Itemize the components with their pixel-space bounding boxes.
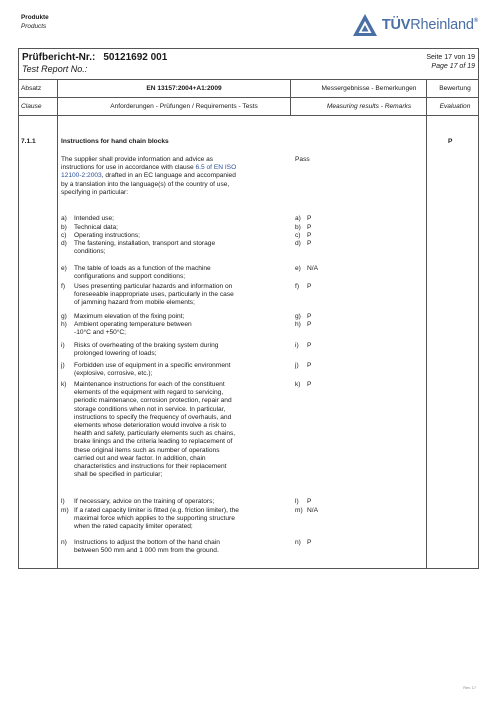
result-value: P: [307, 215, 312, 222]
col-bewertung: Bewertung: [439, 85, 471, 92]
requirement-key: c): [61, 232, 67, 239]
result-key: n): [295, 539, 301, 546]
requirement-item: [61, 507, 287, 532]
col-divider-3: [426, 80, 427, 568]
requirement-line: conditions;: [74, 248, 106, 256]
intro-line-4: by a translation into the language(s) of the country of use,: [61, 180, 230, 188]
requirement-line: elements whose deterioration would involve a risk to: [74, 422, 227, 430]
requirement-text: [74, 381, 287, 479]
requirement-line: Maintenance instructions for each of the constituent: [74, 381, 225, 388]
frame-double-bottom: [18, 567, 479, 569]
requirement-text: [74, 362, 287, 378]
table-header-row-en: [18, 98, 479, 116]
report-title: [22, 52, 167, 63]
clause-link-iso[interactable]: 6.5 of EN ISO: [195, 164, 237, 172]
requirement-key: g): [61, 313, 67, 320]
requirement-line: The table of loads as a function of the machine: [74, 265, 211, 272]
requirement-key: d): [61, 240, 67, 247]
result-value: P: [307, 362, 312, 369]
requirement-line: when the rated capacity limiter operated;: [74, 523, 193, 531]
requirement-result: [295, 313, 311, 321]
requirement-item: [61, 240, 287, 256]
requirement-line: Maximum elevation of the fixing point;: [74, 313, 185, 320]
requirement-line: storage conditions when not in service. In particular,: [74, 405, 226, 413]
requirement-line: these original items such as number of operations: [74, 446, 220, 454]
result-key: i): [295, 342, 299, 349]
result-value: P: [307, 539, 312, 546]
requirement-line: instructions to specify the frequency of overhauls, and: [74, 413, 232, 421]
requirement-line: elements of the equipment with regard to servicing,: [74, 389, 224, 397]
requirement-item: [61, 381, 287, 479]
requirement-key: l): [61, 498, 65, 505]
requirement-result: [295, 321, 311, 329]
page-de: Seite 17 von 19: [426, 54, 475, 61]
report-title-block: [18, 48, 479, 80]
requirement-key: i): [61, 342, 65, 349]
requirement-result: [295, 240, 311, 248]
requirement-line: If necessary, advice on the training of operators;: [74, 498, 215, 505]
result-key: a): [295, 215, 301, 222]
col-standard: EN 13157:2004+A1:2009: [146, 85, 222, 92]
col-divider-2: [290, 80, 291, 116]
requirement-result: [295, 381, 311, 389]
result-key: m): [295, 507, 303, 514]
requirement-result: [295, 539, 311, 547]
requirement-line: Forbidden use of equipment in a specific environment: [74, 362, 231, 369]
requirement-line: maximal force which applies to the supporting structure: [74, 515, 235, 523]
requirement-result: [295, 498, 311, 506]
requirement-text: [74, 215, 287, 223]
logo-registered: ®: [473, 18, 478, 24]
requirement-line: brake linings and the criteria leading to replacement of: [74, 438, 233, 446]
result-value: N/A: [307, 507, 318, 514]
result-key: c): [295, 232, 301, 239]
requirement-key: f): [61, 283, 66, 290]
result-key: j): [295, 362, 299, 369]
result-value: P: [307, 498, 312, 505]
table-header-row-de: [18, 80, 479, 98]
requirement-line: Ambient operating temperature between: [74, 321, 192, 328]
intro-line-3-text: , drafted in an EC language and accompanied: [101, 172, 236, 180]
requirement-line: prolonged lowering of loads;: [74, 350, 157, 358]
requirement-key: j): [61, 362, 65, 369]
requirement-result: [295, 265, 318, 273]
requirement-result: [295, 283, 311, 291]
result-key: h): [295, 321, 301, 328]
col-evaluation: Evaluation: [439, 103, 471, 110]
requirement-line: configurations and support conditions;: [74, 273, 186, 281]
requirement-key: b): [61, 224, 67, 231]
intro-line-1: The supplier shall provide information and advice as: [61, 156, 214, 163]
result-key: e): [295, 265, 301, 272]
requirement-text: [74, 313, 287, 321]
col-messergebnisse: Messergebnisse - Bemerkungen: [321, 85, 417, 92]
requirement-line: The fastening, installation, transport and storage: [74, 240, 216, 247]
requirement-line: Uses presenting particular hazards and information on: [74, 283, 233, 290]
requirement-item: [61, 215, 287, 223]
result-value: P: [307, 313, 312, 320]
requirement-text: [74, 240, 287, 256]
requirement-item: [61, 313, 287, 321]
result-value: P: [307, 321, 312, 328]
col-requirements-text: Anforderungen - Prüfungen / Requirements - Tests: [110, 103, 258, 110]
col-clause: Clause: [21, 103, 42, 110]
result-value: P: [307, 240, 312, 247]
requirement-result: [295, 342, 311, 350]
result-key: f): [295, 283, 300, 290]
requirement-key: k): [61, 381, 67, 388]
result-key: d): [295, 240, 301, 247]
intro-line-5: specifying in particular:: [61, 188, 129, 196]
clause-result: Pass: [295, 156, 310, 163]
products-en: Products: [21, 22, 47, 30]
requirement-text: [74, 224, 287, 232]
page-indicator: [426, 53, 475, 72]
requirement-text: [74, 498, 287, 506]
requirement-line: -10°C and +50°C;: [74, 329, 127, 337]
requirement-item: [61, 342, 287, 358]
col-results: Measuring results - Remarks: [326, 103, 412, 110]
logo-tuv: TÜV: [381, 17, 411, 33]
requirement-item: [61, 362, 287, 378]
requirement-line: of jamming hazard from mobile elements;: [74, 299, 195, 307]
requirement-key: m): [61, 507, 69, 514]
requirement-key: e): [61, 265, 67, 272]
result-key: b): [295, 224, 301, 231]
triangle-logo-icon: [352, 12, 378, 38]
result-key: l): [295, 498, 299, 505]
requirement-line: Intended use;: [74, 215, 114, 222]
clause-title: Instructions for hand chain blocks: [61, 138, 169, 145]
products-label: [21, 14, 49, 31]
requirement-item: [61, 498, 287, 506]
requirement-line: periodic maintenance, corrosion protection, repair and: [74, 397, 232, 405]
clause-link-iso-year[interactable]: 12100-2:2003: [61, 172, 102, 180]
clause-evaluation: P: [448, 138, 453, 145]
requirement-text: [74, 507, 287, 532]
requirement-item: [61, 283, 287, 308]
page-en: Page 17 of 19: [431, 63, 475, 71]
requirement-result: [295, 215, 311, 223]
result-value: P: [307, 283, 312, 290]
requirement-text: [74, 232, 287, 240]
tuv-logo: [352, 11, 478, 39]
requirement-line: (explosive, corrosive, etc.);: [74, 370, 153, 378]
result-value: P: [307, 342, 312, 349]
report-number: 50121692 001: [103, 52, 168, 63]
requirement-line: carried out and wear factor. In addition, chain: [74, 454, 206, 462]
requirement-line: Risks of overheating of the braking system during: [74, 342, 219, 349]
requirement-key: n): [61, 539, 67, 546]
col-requirements: [62, 98, 306, 115]
col-divider-1: [57, 80, 58, 568]
footer-revision: Rev. 17: [463, 686, 476, 690]
report-title-en: Test Report No.:: [22, 64, 88, 74]
intro-line-2-text: instructions for use in accordance with clause: [61, 164, 196, 172]
requirement-line: If a rated capacity limiter is fitted (e.g. friction limiter), the: [74, 507, 239, 514]
clause-intro: [61, 156, 287, 197]
requirement-key: a): [61, 215, 67, 222]
requirement-item: [61, 539, 287, 555]
result-value: N/A: [307, 265, 318, 272]
requirement-line: characteristics and instructions for their replacement: [74, 463, 227, 471]
intro-line-3: [61, 172, 287, 180]
requirement-text: [74, 283, 287, 308]
requirement-text: [74, 265, 287, 281]
requirement-text: [74, 342, 287, 358]
requirement-result: [295, 507, 318, 515]
requirement-text: [74, 539, 287, 555]
requirement-item: [61, 232, 287, 240]
requirement-line: between 500 mm and 1 000 mm from the ground.: [74, 547, 219, 555]
requirement-item: [61, 265, 287, 281]
products-de: Produkte: [21, 14, 49, 21]
result-value: P: [307, 224, 312, 231]
requirement-line: Instructions to adjust the bottom of the hand chain: [74, 539, 220, 546]
requirement-item: [61, 224, 287, 232]
report-frame: [18, 48, 479, 569]
result-value: P: [307, 381, 312, 388]
requirement-line: Technical data;: [74, 224, 118, 231]
requirement-line: health and safety, particularly elements such as chains,: [74, 430, 236, 438]
requirement-result: [295, 224, 311, 232]
requirement-line: foreseeable inappropriate uses, particularly in the case: [74, 291, 234, 299]
requirement-item: [61, 321, 287, 337]
requirement-text: [74, 321, 287, 337]
requirement-result: [295, 232, 311, 240]
report-title-de: Prüfbericht-Nr.:: [22, 52, 96, 63]
requirement-line: shall be specified in particular;: [74, 471, 163, 479]
result-value: P: [307, 232, 312, 239]
col-absatz: Absatz: [21, 85, 42, 92]
clause-id: 7.1.1: [21, 138, 36, 145]
result-key: g): [295, 313, 301, 320]
requirement-line: Operating instructions;: [74, 232, 140, 239]
intro-line-2: [61, 164, 287, 172]
logo-rheinland: Rheinland: [410, 17, 474, 33]
requirement-key: h): [61, 321, 67, 328]
result-key: k): [295, 381, 301, 388]
requirement-result: [295, 362, 311, 370]
logo-text: [382, 17, 478, 33]
